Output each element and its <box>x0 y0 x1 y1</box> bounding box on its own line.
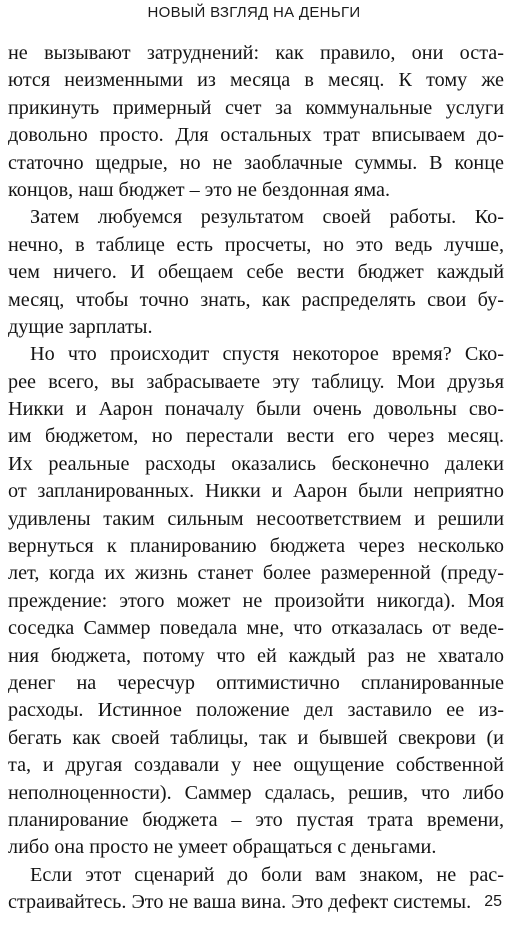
text-line: дущие зарплаты. <box>8 315 153 338</box>
running-head: НОВЫЙ ВЗГЛЯД НА ДЕНЬГИ <box>147 4 361 21</box>
text-line: расходы. Истинное положение дел заставило ее из- <box>8 699 504 722</box>
page-number: 25 <box>484 893 502 910</box>
text-line: Если этот сценарий до боли вам знаком, не рас- <box>30 863 504 886</box>
text-line: лет, когда их жизнь станет более размеренной (преду- <box>8 562 504 585</box>
text-line: денег на чересчур оптимистично спланированные <box>8 671 504 694</box>
text-line: преждение: этого может не произойти никогда). Моя <box>8 589 504 612</box>
text-line: планирование бюджета – это пустая трата времени, <box>8 808 504 831</box>
text-line: прикинуть примерный счет за коммунальные услуги <box>8 96 504 119</box>
text-line: неполноценности). Саммер сдалась, решив, что либо <box>8 781 504 804</box>
text-line: удивлены таким сильным несоответствием и решили <box>8 507 504 530</box>
text-line: страивайтесь. Это не ваша вина. Это дефект системы. <box>8 891 472 914</box>
text-line: нечно, в таблице есть просчеты, но это ведь лучше, <box>8 233 504 256</box>
text-line: ния бюджета, потому что ей каждый раз не хватало <box>8 644 504 667</box>
text-line: им бюджетом, но перестали вести его через месяц. <box>8 425 504 448</box>
text-line: либо она просто не умеет обращаться с деньгами. <box>8 836 437 859</box>
text-line: месяц, чтобы точно знать, как распределять свои бу- <box>8 288 504 311</box>
text-line: Их реальные расходы оказались бесконечно далеки <box>8 452 504 475</box>
text-line: ются неизменными из месяца в месяц. К тому же <box>8 69 504 92</box>
text-line: та, и другая создавали у нее ощущение собственной <box>8 754 504 777</box>
text-line: статочно щедрые, но не заоблачные суммы. В конце <box>8 151 504 174</box>
text-line: концов, наш бюджет – это не бездонная яма. <box>8 178 390 201</box>
text-line: Но что происходит спустя некоторое время? Ско- <box>30 343 504 366</box>
text-line: соседка Саммер поведала мне, что отказалась от веде- <box>8 617 504 640</box>
body-text <box>8 40 504 917</box>
text-line: довольно просто. Для остальных трат вписываем до- <box>8 124 504 147</box>
text-line: бегать как своей таблицы, так и бывшей свекрови (и <box>8 726 504 749</box>
text-line: рее всего, вы забрасываете эту таблицу. Мои друзья <box>8 370 504 393</box>
text-line: не вызывают затруднений: как правило, они оста- <box>8 42 504 64</box>
text-line: вернуться к планированию бюджета через несколько <box>8 535 504 558</box>
text-line: от запланированных. Никки и Аарон были неприятно <box>8 480 504 503</box>
text-line: чем ничего. И обещаем себе вести бюджет каждый <box>8 261 504 284</box>
text-line: Затем любуемся результатом своей работы. Ко- <box>30 206 504 229</box>
text-line: Никки и Аарон поначалу были очень довольны сво- <box>8 398 504 421</box>
